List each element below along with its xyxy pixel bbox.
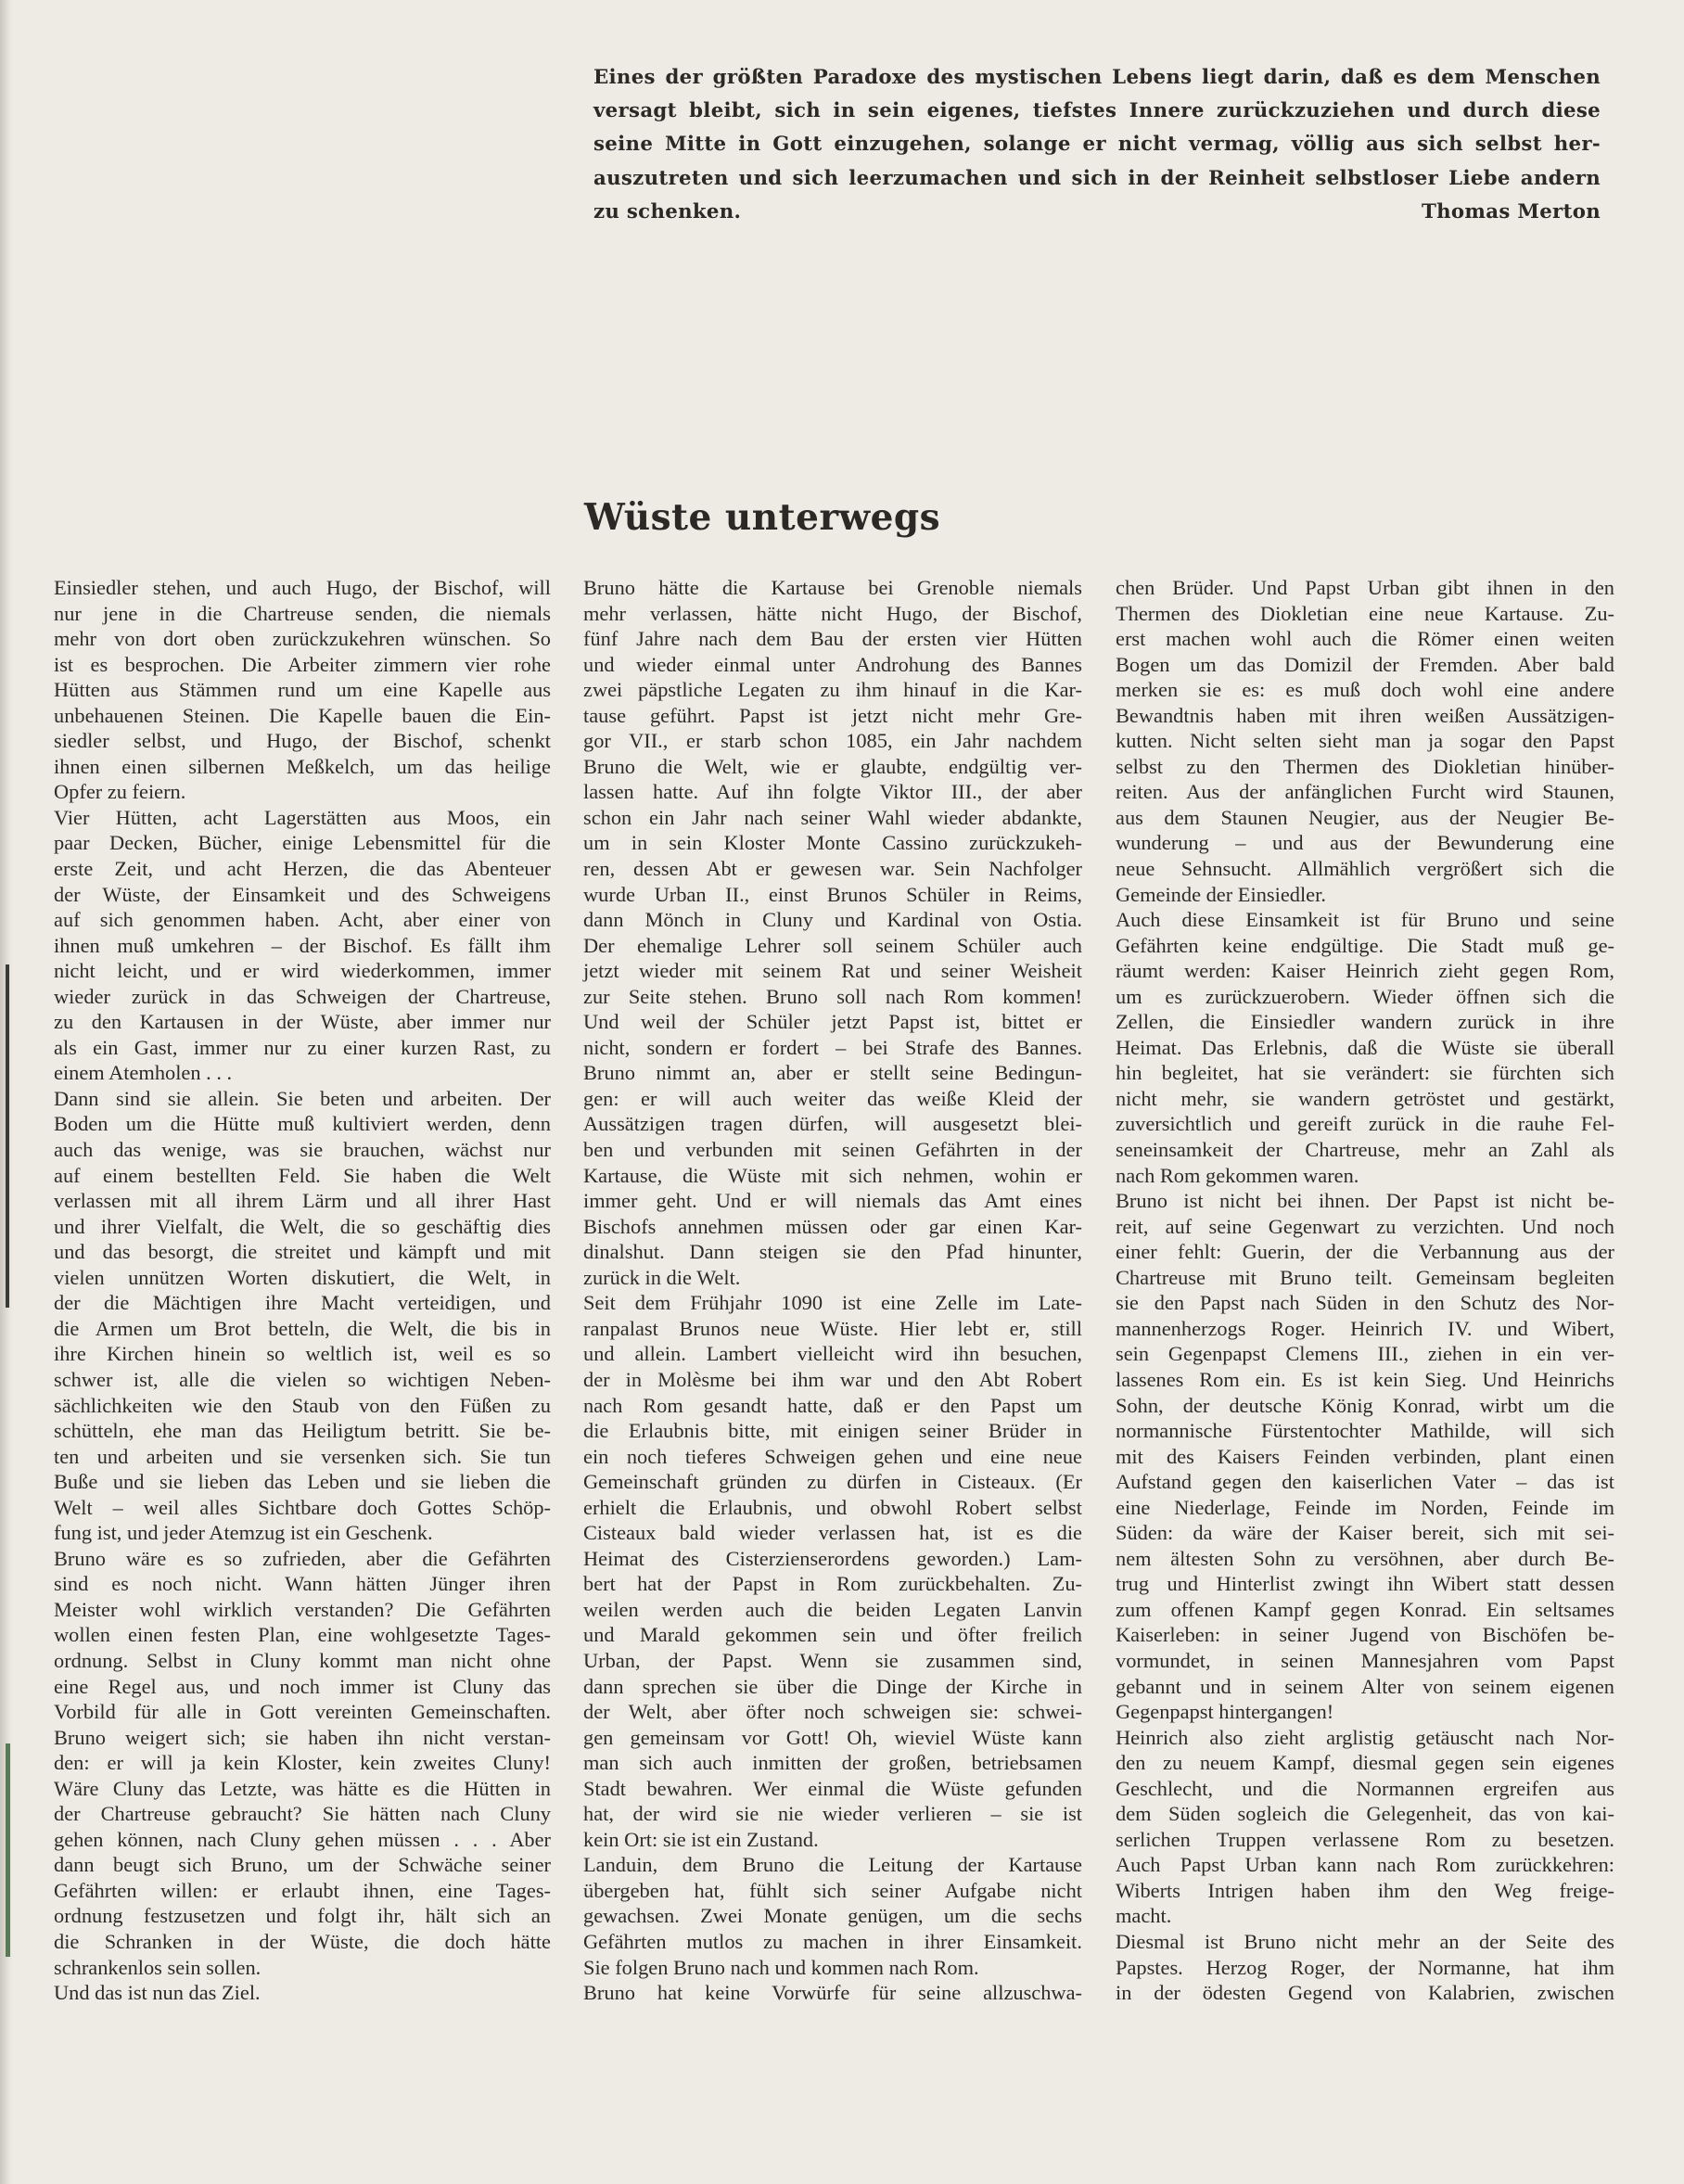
- text-line: ranpalast Brunos neue Wüste. Hier lebt er, still: [583, 1316, 1082, 1340]
- text-line: schütteln, ehe man das Heiligtum betritt. Sie be-: [54, 1419, 551, 1443]
- text-line: erhielt die Erlaubnis, und obwohl Robert selbst: [583, 1495, 1082, 1519]
- text-line: nach Rom gesandt hatte, daß er den Papst um: [583, 1393, 1082, 1417]
- text-line: ist es besprochen. Die Arbeiter zimmern vier rohe: [54, 652, 551, 676]
- text-line: Bewandtnis haben mit ihren weißen Aussätzigen-: [1116, 703, 1614, 727]
- text-line: auch das wenige, was sie brauchen, wächst nur: [54, 1138, 551, 1162]
- text-line: Bruno hat keine Vorwürfe für seine allzuschwa-: [583, 1981, 1082, 2005]
- text-line: zur Seite stehen. Bruno soll nach Rom kommen!: [583, 984, 1082, 1008]
- text-line: bert hat der Papst in Rom zurückbehalten. Zu-: [583, 1572, 1082, 1596]
- text-line: Und weil der Schüler jetzt Papst ist, bittet er: [583, 1010, 1082, 1034]
- text-line: und Marald gekommen sein und öfter freilich: [583, 1623, 1082, 1647]
- text-line: man sich auch inmitten der großen, betriebsamen: [583, 1751, 1082, 1775]
- text-line: Gefährten willen: er erlaubt ihnen, eine Tages-: [54, 1878, 551, 1902]
- text-line: und allein. Lambert vielleicht wird ihn besuchen,: [583, 1342, 1082, 1366]
- text-line: Landuin, dem Bruno die Leitung der Kartause: [583, 1853, 1082, 1877]
- text-line: schon ein Jahr nach seiner Wahl wieder abdankte,: [583, 805, 1082, 829]
- page-edge-mark-green: [6, 1743, 10, 1957]
- text-line: fünf Jahre nach dem Bau der ersten vier Hütten: [583, 627, 1082, 651]
- text-line: Gefährten mutlos zu machen in ihrer Einsamkeit.: [583, 1929, 1082, 1953]
- text-line: Bruno nimmt an, aber er stellt seine Bedingun-: [583, 1061, 1082, 1085]
- text-line: reiten. Aus der anfänglichen Furcht wird Staunen,: [1116, 780, 1614, 804]
- text-line: und das besorgt, die streitet und kämpft und mit: [54, 1240, 551, 1264]
- text-line: übergeben hat, fühlt sich seiner Aufgabe nicht: [583, 1878, 1082, 1902]
- text-line: reit, auf seine Gegenwart zu verzichten. Und noch: [1116, 1214, 1614, 1238]
- text-line: sächlichkeiten wie den Staub von den Füßen zu: [54, 1393, 551, 1417]
- text-line: Welt – weil alles Sichtbare doch Gottes Schöp-: [54, 1495, 551, 1519]
- epigraph-quote: [593, 61, 1601, 229]
- text-line: Vier Hütten, acht Lagerstätten aus Moos, ein: [54, 805, 551, 829]
- text-line: zu den Kartausen in der Wüste, aber immer nur: [54, 1010, 551, 1034]
- text-line: dinalshut. Dann steigen sie den Pfad hinunter,: [583, 1240, 1082, 1264]
- text-line: kein Ort: sie ist ein Zustand.: [583, 1827, 819, 1851]
- text-line: siedler selbst, und Hugo, der Bischof, schenkt: [54, 729, 551, 753]
- quote-line: Eines der größten Paradoxe des mystischen Lebens liegt darin, daß es dem Menschen: [593, 66, 1601, 89]
- text-line: ren, dessen Abt er gewesen war. Sein Nachfolger: [583, 857, 1082, 881]
- text-column-2: [583, 575, 1082, 2006]
- text-line: den: er will ja kein Kloster, kein zweites Cluny!: [54, 1751, 551, 1775]
- text-line: Diesmal ist Bruno nicht mehr an der Seite des: [1116, 1929, 1614, 1953]
- article-title: Wüste unterwegs: [584, 496, 941, 539]
- text-line: nicht mehr, sie wandern getröstet und gestärkt,: [1116, 1086, 1614, 1110]
- text-line: Geschlecht, und die Normannen ergreifen aus: [1116, 1776, 1614, 1800]
- text-line: erste Zeit, und acht Herzen, die das Abenteuer: [54, 857, 551, 881]
- text-line: Heinrich also zieht arglistig getäuscht nach Nor-: [1116, 1725, 1614, 1749]
- text-line: gehen können, nach Cluny gehen müssen . . . Aber: [54, 1827, 551, 1851]
- text-line: lassen hatte. Auf ihn folgte Viktor III., der aber: [583, 780, 1082, 804]
- text-line: dann Mönch in Cluny und Kardinal von Ostia.: [583, 908, 1082, 932]
- text-line: Bruno hätte die Kartause bei Grenoble niemals: [583, 576, 1082, 599]
- text-line: unbehauenen Steinen. Die Kapelle bauen die Ein-: [54, 703, 551, 727]
- text-column-1: [54, 575, 551, 2006]
- text-line: auf sich genommen haben. Acht, aber einer von: [54, 908, 551, 932]
- text-line: paar Decken, Bücher, einige Lebensmittel für die: [54, 831, 551, 855]
- text-line: die Erlaubnis bitte, mit einigen seiner Brüder in: [583, 1419, 1082, 1443]
- text-line: Gemeinde der Einsiedler.: [1116, 882, 1326, 906]
- text-line: Hütten aus Stämmen rund um eine Kapelle aus: [54, 678, 551, 702]
- text-line: die Armen um Brot betteln, die Welt, die bis in: [54, 1316, 551, 1340]
- text-line: zum offenen Kampf gegen Konrad. Ein seltsames: [1116, 1597, 1614, 1621]
- text-line: zuversichtlich und gereift zurück in die rauhe Fel-: [1116, 1112, 1614, 1136]
- text-line: mit des Kaisers Feinden verbinden, plant einen: [1116, 1444, 1614, 1468]
- text-line: aus dem Staunen Neugier, aus der Neugier Be-: [1116, 805, 1614, 829]
- text-line: Meister wohl wirklich verstanden? Die Gefährten: [54, 1597, 551, 1621]
- text-line: wunderung – und aus der Bewunderung eine: [1116, 831, 1614, 855]
- quote-line: versagt bleibt, sich in sein eigenes, tiefstes Innere zurückzuziehen und durch diese: [593, 99, 1601, 123]
- text-line: Kaiserleben: in seiner Jugend von Bischöfen be-: [1116, 1623, 1614, 1647]
- text-line: Vorbild für alle in Gott vereinten Gemeinschaften.: [54, 1700, 551, 1724]
- text-line: serlichen Truppen verlassene Rom zu besetzen.: [1116, 1827, 1614, 1851]
- text-line: Wäre Cluny das Letzte, was hätte es die Hütten in: [54, 1776, 551, 1800]
- text-line: nicht leicht, und er wird wiederkommen, immer: [54, 959, 551, 983]
- text-line: als ein Gast, immer nur zu einer kurzen Rast, zu: [54, 1035, 551, 1059]
- text-line: um in sein Kloster Monte Cassino zurückzukeh-: [583, 831, 1082, 855]
- text-line: Opfer zu feiern.: [54, 780, 186, 804]
- text-line: Aussätzigen tragen dürfen, will ausgesetzt blei-: [583, 1112, 1082, 1136]
- text-line: jetzt wieder mit seinem Rat und seiner Weisheit: [583, 959, 1082, 983]
- text-line: ordnung festzusetzen und folgt ihr, hält sich an: [54, 1904, 551, 1928]
- text-line: ten und arbeiten und sie versenken sich. Sie tun: [54, 1444, 551, 1468]
- text-line: sein Gegenpapst Clemens III., ziehen in ein ver-: [1116, 1342, 1614, 1366]
- text-line: um es zurückzuerobern. Wieder öffnen sich die: [1116, 984, 1614, 1008]
- text-line: Einsiedler stehen, und auch Hugo, der Bischof, will: [54, 576, 551, 599]
- text-line: normannische Fürstentochter Mathilde, will sich: [1116, 1419, 1614, 1443]
- text-line: mehr von dort oben zurückzukehren wünschen. So: [54, 627, 551, 651]
- text-line: Chartreuse mit Bruno teilt. Gemeinsam begleiten: [1116, 1265, 1614, 1289]
- text-line: hat, der wird sie nie wieder verlieren – sie ist: [583, 1802, 1082, 1826]
- text-line: den zu neuem Kampf, diesmal gegen sein eigenes: [1116, 1751, 1614, 1775]
- text-line: sind es noch nicht. Wann hätten Jünger ihren: [54, 1572, 551, 1596]
- text-line: Süden: da wäre der Kaiser bereit, sich mit sei-: [1116, 1521, 1614, 1545]
- text-line: auf einem bestellten Feld. Sie haben die Welt: [54, 1163, 551, 1187]
- text-line: gen gemeinsam vor Gott! Oh, wieviel Wüste kann: [583, 1725, 1082, 1749]
- text-line: der Chartreuse gebraucht? Sie hätten nach Cluny: [54, 1802, 551, 1826]
- text-line: eine Regel aus, und noch immer ist Cluny das: [54, 1674, 551, 1698]
- text-line: Bruno weigert sich; sie haben ihn nicht verstan-: [54, 1725, 551, 1749]
- text-line: gewachsen. Zwei Monate genügen, um die sechs: [583, 1904, 1082, 1928]
- text-line: vielen unnützen Worten diskutiert, die Welt, in: [54, 1265, 551, 1289]
- text-line: ordnung. Selbst in Cluny kommt man nicht ohne: [54, 1648, 551, 1672]
- text-line: Sie folgen Bruno nach und kommen nach Rom.: [583, 1955, 979, 1979]
- text-line: merken sie es: es muß doch wohl eine andere: [1116, 678, 1614, 702]
- text-line: Der ehemalige Lehrer soll seinem Schüler auch: [583, 933, 1082, 957]
- text-line: Gemeinschaft gründen zu dürfen in Cisteaux. (Er: [583, 1470, 1082, 1494]
- text-line: nur jene in die Chartreuse senden, die niemals: [54, 601, 551, 625]
- text-line: in der ödesten Gegend von Kalabrien, zwischen: [1116, 1981, 1614, 2005]
- text-line: der Wüste, der Einsamkeit und des Schweigens: [54, 882, 551, 906]
- text-line: ben und verbunden mit seinen Gefährten in der: [583, 1138, 1082, 1162]
- text-line: seneinsamkeit der Chartreuse, mehr an Zahl als: [1116, 1138, 1614, 1162]
- text-line: Auch Papst Urban kann nach Rom zurückkehren:: [1116, 1853, 1614, 1877]
- text-line: Kartause, die Wüste mit sich nehmen, wohin er: [583, 1163, 1082, 1187]
- text-line: Gefährten keine endgültige. Die Stadt muß ge-: [1116, 933, 1614, 957]
- text-line: nach Rom gekommen waren.: [1116, 1163, 1359, 1187]
- text-line: ihre Kirchen hinein so weltlich ist, weil es so: [54, 1342, 551, 1366]
- text-line: Bruno wäre es so zufrieden, aber die Gefährten: [54, 1546, 551, 1570]
- text-line: Buße und sie lieben das Leben und sie lieben die: [54, 1470, 551, 1494]
- text-line: vormundet, in seinen Mannesjahren vom Papst: [1116, 1648, 1614, 1672]
- text-line: dann sprechen sie über die Dinge der Kirche in: [583, 1674, 1082, 1698]
- text-line: und wieder einmal unter Androhung des Bannes: [583, 652, 1082, 676]
- text-line: schrankenlos sein sollen.: [54, 1955, 262, 1979]
- quote-line: zu schenken.: [593, 199, 742, 224]
- text-line: eine Niederlage, Feinde im Norden, Feinde im: [1116, 1495, 1614, 1519]
- text-line: trug und Hinterlist zwingt ihn Wibert statt dessen: [1116, 1572, 1614, 1596]
- text-line: nicht, sondern er fordert – bei Strafe des Bannes.: [583, 1035, 1082, 1059]
- text-line: ihnen muß umkehren – der Bischof. Es fällt ihm: [54, 933, 551, 957]
- text-line: sie den Papst nach Süden in den Schutz des Nor-: [1116, 1291, 1614, 1315]
- text-line: chen Brüder. Und Papst Urban gibt ihnen in den: [1116, 576, 1614, 599]
- text-line: weilen werden auch die beiden Legaten Lanvin: [583, 1597, 1082, 1621]
- text-line: Wiberts Intrigen haben ihm den Weg freige-: [1116, 1878, 1614, 1902]
- text-line: Urban, der Papst. Wenn sie zusammen sind,: [583, 1648, 1082, 1672]
- text-line: selbst zu den Thermen des Diokletian hinüber-: [1116, 754, 1614, 778]
- quote-last-line: [593, 196, 1601, 229]
- text-line: und ihrer Vielfalt, die Welt, die so geschäftig dies: [54, 1214, 551, 1238]
- text-line: Seit dem Frühjahr 1090 ist eine Zelle im Late-: [583, 1291, 1082, 1315]
- text-line: lassenes Rom ein. Es ist kein Sieg. Und Heinrichs: [1116, 1367, 1614, 1391]
- text-line: dem Süden sogleich die Gelegenheit, das von kai-: [1116, 1802, 1614, 1826]
- text-line: wollen einen festen Plan, eine wohlgesetzte Tages-: [54, 1623, 551, 1647]
- text-line: Sohn, der deutsche König Konrad, wirbt um die: [1116, 1393, 1614, 1417]
- text-line: mannenherzogs Roger. Heinrich IV. und Wibert,: [1116, 1316, 1614, 1340]
- text-line: Bogen um das Domizil der Fremden. Aber bald: [1116, 652, 1614, 676]
- text-column-3: [1116, 575, 1614, 2006]
- text-line: zwei päpstliche Legaten zu ihm hinauf in die Kar-: [583, 678, 1082, 702]
- page-edge-mark: [6, 964, 9, 1308]
- text-line: nem ältesten Sohn zu versöhnen, aber durch Be-: [1116, 1546, 1614, 1570]
- text-line: Zellen, die Einsiedler wandern zurück in ihre: [1116, 1010, 1614, 1034]
- quote-line: seine Mitte in Gott einzugehen, solange er nicht vermag, völlig aus sich selbst her-: [593, 133, 1601, 157]
- text-line: der die Mächtigen ihre Macht verteidigen, und: [54, 1291, 551, 1315]
- text-line: Gegenpapst hintergangen!: [1116, 1700, 1334, 1724]
- text-line: gebannt und in seinem Alter von seinem eigenen: [1116, 1674, 1614, 1698]
- text-line: schwer ist, alle die vielen so wichtigen Neben-: [54, 1367, 551, 1391]
- text-line: ein noch tieferes Schweigen gehen und eine neue: [583, 1444, 1082, 1468]
- text-line: wieder zurück in das Schweigen der Chartreuse,: [54, 984, 551, 1008]
- text-line: tause geführt. Papst ist jetzt nicht mehr Gre-: [583, 703, 1082, 727]
- text-line: Aufstand gegen den kaiserlichen Vater – das ist: [1116, 1470, 1614, 1494]
- text-line: Heimat des Cisterzienserordens geworden.) Lam-: [583, 1546, 1082, 1570]
- text-line: verlassen mit all ihrem Lärm und all ihrer Hast: [54, 1189, 551, 1213]
- text-line: mehr verlassen, hätte nicht Hugo, der Bischof,: [583, 601, 1082, 625]
- text-line: Und das ist nun das Ziel.: [54, 1981, 261, 2005]
- text-line: der Welt, aber öfter noch schweigen sie: schwei-: [583, 1700, 1082, 1724]
- text-line: die Schranken in der Wüste, die doch hätte: [54, 1929, 551, 1953]
- quote-author: Thomas Merton: [1421, 199, 1601, 224]
- text-line: Papstes. Herzog Roger, der Normanne, hat ihm: [1116, 1955, 1614, 1979]
- text-line: Thermen des Diokletian eine neue Kartause. Zu-: [1116, 601, 1614, 625]
- quote-line: auszutreten und sich leerzumachen und sich in der Reinheit selbstloser Liebe andern: [593, 166, 1601, 190]
- text-line: hin begleitet, hat sie verändert: sie fürchten sich: [1116, 1061, 1614, 1085]
- text-line: der in Molèsme bei ihm war und den Abt Robert: [583, 1367, 1082, 1391]
- text-line: neue Sehnsucht. Allmählich vergrößert sich die: [1116, 857, 1614, 881]
- text-line: kutten. Nicht selten sieht man ja sogar den Papst: [1116, 729, 1614, 753]
- text-line: Stadt bewahren. Wer einmal die Wüste gefunden: [583, 1776, 1082, 1800]
- text-line: dann beugt sich Bruno, um der Schwäche seiner: [54, 1853, 551, 1877]
- text-line: macht.: [1116, 1904, 1172, 1928]
- text-line: fung ist, und jeder Atemzug ist ein Geschenk.: [54, 1521, 433, 1545]
- text-line: wurde Urban II., einst Brunos Schüler in Reims,: [583, 882, 1082, 906]
- text-line: Dann sind sie allein. Sie beten und arbeiten. Der: [54, 1086, 551, 1110]
- text-line: einer fehlt: Guerin, der die Verbannung aus der: [1116, 1240, 1614, 1264]
- text-line: immer geht. Und er will niemals das Amt eines: [583, 1189, 1082, 1213]
- text-line: Bruno die Welt, wie er glaubte, endgültig ver-: [583, 754, 1082, 778]
- text-line: gen: er will auch weiter das weiße Kleid der: [583, 1086, 1082, 1110]
- text-line: ihnen einen silbernen Meßkelch, um das heilige: [54, 754, 551, 778]
- text-line: Boden um die Hütte muß kultiviert werden, denn: [54, 1112, 551, 1136]
- text-line: Auch diese Einsamkeit ist für Bruno und seine: [1116, 908, 1614, 932]
- text-line: Heimat. Das Erlebnis, daß die Wüste sie überall: [1116, 1035, 1614, 1059]
- text-line: einem Atemholen . . .: [54, 1061, 233, 1085]
- text-line: zurück in die Welt.: [583, 1265, 741, 1289]
- text-line: Bruno ist nicht bei ihnen. Der Papst ist nicht be-: [1116, 1189, 1614, 1213]
- text-line: gor VII., er starb schon 1085, ein Jahr nachdem: [583, 729, 1082, 753]
- text-line: Cisteaux bald wieder verlassen hat, ist es die: [583, 1521, 1082, 1545]
- text-line: erst machen wohl auch die Römer einen weiten: [1116, 627, 1614, 651]
- text-line: Bischofs annehmen müssen oder gar einen Kar-: [583, 1214, 1082, 1238]
- text-line: räumt werden: Kaiser Heinrich zieht gegen Rom,: [1116, 959, 1614, 983]
